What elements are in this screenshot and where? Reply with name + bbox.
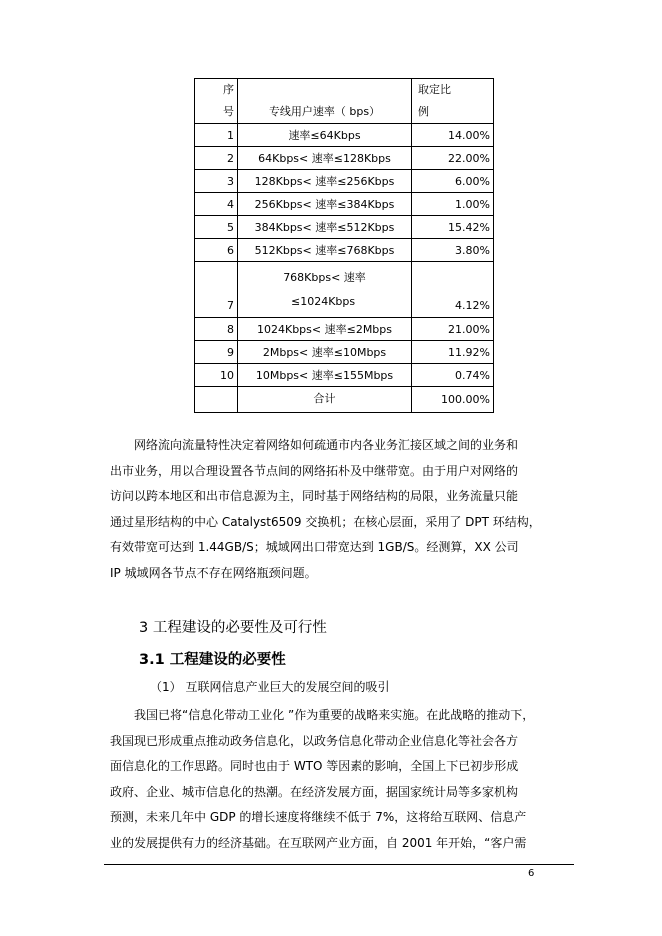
rate-cell: 128Kbps< 速率≤256Kbps bbox=[238, 170, 412, 193]
rate-cell bbox=[238, 262, 412, 318]
table-total-row bbox=[195, 387, 494, 413]
serial-cell: 10 bbox=[195, 364, 238, 387]
total-ratio-cell: 100.00% bbox=[412, 387, 494, 413]
text-line: 访问以跨本地区和出市信息源为主，同时基于网络结构的局限，业务流量只能 bbox=[110, 489, 519, 503]
rate-cell: 256Kbps< 速率≤384Kbps bbox=[238, 193, 412, 216]
serial-cell: 9 bbox=[195, 341, 238, 364]
header-ratio-cell bbox=[412, 79, 494, 124]
table-row bbox=[195, 239, 494, 262]
total-label-cell: 合计 bbox=[238, 387, 412, 413]
table-row bbox=[195, 262, 494, 318]
necessity-paragraph bbox=[110, 703, 565, 856]
serial-cell: 2 bbox=[195, 147, 238, 170]
table-row bbox=[195, 341, 494, 364]
text-line: 面信息化的工作思路。同时也由于 WTO 等因素的影响，全国上下已初步形成 bbox=[110, 759, 519, 773]
rate-cell: 64Kbps< 速率≤128Kbps bbox=[238, 147, 412, 170]
table-row bbox=[195, 318, 494, 341]
header-rate-cell: 专线用户速率（ bps） bbox=[238, 79, 412, 124]
serial-cell-empty bbox=[195, 387, 238, 413]
ratio-cell: 4.12% bbox=[412, 262, 494, 318]
ratio-cell: 0.74% bbox=[412, 364, 494, 387]
serial-cell: 3 bbox=[195, 170, 238, 193]
text-line: 业的发展提供有力的经济基础。在互联网产业方面，自 2001 年开始，“客户需 bbox=[110, 835, 527, 850]
table-header-row bbox=[195, 79, 494, 124]
rate-line1: 768Kbps< 速率 bbox=[283, 270, 366, 284]
table-row bbox=[195, 170, 494, 193]
page-number: 6 bbox=[528, 868, 535, 879]
rate-cell: 速率≤64Kbps bbox=[238, 124, 412, 147]
text-line: 网络流向流量特性决定着网络如何疏通市内各业务汇接区域之间的业务和 bbox=[134, 438, 519, 452]
serial-cell: 1 bbox=[195, 124, 238, 147]
text-line: 通过星形结构的中心 Catalyst6509 交换机；在核心层面，采用了 DPT 环结构， bbox=[110, 514, 541, 529]
serial-cell: 7 bbox=[195, 262, 238, 318]
serial-cell: 8 bbox=[195, 318, 238, 341]
serial-cell: 6 bbox=[195, 239, 238, 262]
text-line: 政府、企业、城市信息化的热潮。在经济发展方面，据国家统计局等多家机构 bbox=[110, 784, 519, 799]
header-serial-line2: 号 bbox=[223, 105, 234, 118]
rate-ratio-table bbox=[194, 78, 494, 413]
header-serial-cell bbox=[195, 79, 238, 124]
ratio-cell: 3.80% bbox=[412, 239, 494, 262]
rate-cell: 512Kbps< 速率≤768Kbps bbox=[238, 239, 412, 262]
header-ratio-line1: 取定比 bbox=[418, 83, 451, 96]
rate-cell: 2Mbps< 速率≤10Mbps bbox=[238, 341, 412, 364]
text-line: 我国现已形成重点推动政务信息化，以政务信息化带动企业信息化等社会各方 bbox=[110, 733, 519, 748]
text-line: 有效带宽可达到 1.44GB/S；城域网出口带宽达到 1GB/S。经测算，XX 公司 bbox=[110, 540, 519, 554]
ratio-cell: 6.00% bbox=[412, 170, 494, 193]
footer-divider bbox=[104, 864, 574, 865]
table-row bbox=[195, 193, 494, 216]
network-traffic-paragraph bbox=[110, 433, 565, 586]
ratio-cell: 22.00% bbox=[412, 147, 494, 170]
rate-cell: 1024Kbps< 速率≤2Mbps bbox=[238, 318, 412, 341]
table-row bbox=[195, 124, 494, 147]
table-row bbox=[195, 216, 494, 239]
text-line: 预测，未来几年中 GDP 的增长速度将继续不低于 7%，这将给互联网、信息产 bbox=[110, 810, 527, 824]
ratio-cell: 14.00% bbox=[412, 124, 494, 147]
serial-cell: 4 bbox=[195, 193, 238, 216]
text-line: 我国已将“信息化带动工业化 ”作为重要的战略来实施。在此战略的推动下， bbox=[134, 708, 535, 722]
ratio-cell: 15.42% bbox=[412, 216, 494, 239]
rate-cell: 384Kbps< 速率≤512Kbps bbox=[238, 216, 412, 239]
header-serial-line1: 序 bbox=[223, 83, 234, 96]
header-ratio-line2: 例 bbox=[418, 105, 429, 118]
text-line: IP 城域网各节点不存在网络瓶颈问题。 bbox=[110, 565, 317, 580]
table-row bbox=[195, 147, 494, 170]
ratio-cell: 1.00% bbox=[412, 193, 494, 216]
text-line: 出市业务，用以合理设置各节点间的网络拓朴及中继带宽。由于用户对网络的 bbox=[110, 463, 519, 478]
ratio-cell: 21.00% bbox=[412, 318, 494, 341]
section-heading: 3 工程建设的必要性及可行性 bbox=[139, 620, 327, 636]
item-heading: （1） 互联网信息产业巨大的发展空间的吸引 bbox=[150, 680, 390, 694]
table-row bbox=[195, 364, 494, 387]
ratio-cell: 11.92% bbox=[412, 341, 494, 364]
rate-line2: ≤1024Kbps bbox=[291, 294, 356, 308]
serial-cell: 5 bbox=[195, 216, 238, 239]
subsection-heading: 3.1 工程建设的必要性 bbox=[139, 652, 286, 668]
rate-cell: 10Mbps< 速率≤155Mbps bbox=[238, 364, 412, 387]
